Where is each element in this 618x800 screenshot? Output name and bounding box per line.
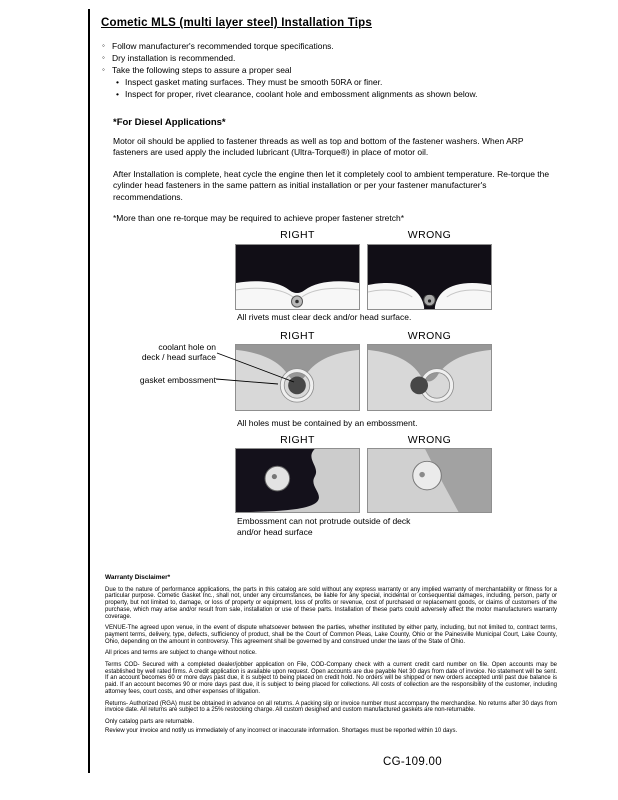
- embossment-wrong-graphic: [368, 449, 491, 512]
- page-code: CG-109.00: [383, 756, 442, 768]
- installation-tips-list: [102, 40, 562, 100]
- tip-sub-item: [102, 88, 562, 100]
- page-title: Cometic MLS (multi layer steel) Installation Tips: [101, 17, 372, 29]
- warranty-paragraph-7: Review your invoice and notify us immediately of any incorrect or inaccurate information. Shortages must be reported within 10 days.: [105, 727, 458, 734]
- diagram-hole-right: [235, 344, 360, 411]
- embossment-right-graphic: [236, 449, 359, 512]
- right-label-row1: RIGHT: [280, 229, 315, 241]
- tip-text: Inspect for proper, rivet clearance, coolant hole and embossment alignments as shown below.: [125, 89, 478, 99]
- rivet-right-graphic: [236, 245, 359, 309]
- left-margin-rule: [88, 9, 90, 773]
- tip-text: Follow manufacturer's recommended torque specifications.: [112, 41, 334, 51]
- warranty-paragraph-3: All prices and terms are subject to change without notice.: [105, 650, 257, 657]
- wrong-label-row2: WRONG: [407, 330, 452, 342]
- callout-coolant-hole: [126, 342, 216, 362]
- tip-item: [102, 40, 562, 52]
- diagram-hole-wrong: [367, 344, 492, 411]
- warranty-paragraph-4: Terms COD- Secured with a completed dealer/jobber application on File, COD-Company check with a current credit card number on file. Open accounts may be established by well rated firms. A credit application is available upon request. Open accounts are due payable Net 30 days from date of invoice. No statement will be sent. If an account becomes 60 or more days past due, it is subject to being placed on credit hold. No orders will be shipped or new orders accepted until past due balance is paid. If an account becomes 90 or more days past due, it is subject to being placed for collections. All costs of collection are the responsibility of the customer, including attorney fees, court costs, and other expenses of litigation.: [105, 662, 557, 695]
- diagram-rivet-wrong: [367, 244, 492, 310]
- callout-text-line: coolant hole on: [158, 342, 216, 352]
- warranty-paragraph-2: VENUE-The agreed upon venue, in the event of dispute whatsoever between the parties, whether instituted by either party, including, but not limited to, contract terms, payment terms, delivery, type, defects, sufficiency of product, shall be the Court of Common Pleas, Lake County, Ohio or the Painesville Municipal Court, Lake County, Ohio, depending on the amount in controversy. This agreement shall be governed by and construed under the laws of the State of Ohio.: [105, 625, 557, 645]
- diesel-paragraph-2: After Installation is complete, heat cycle the engine then let it completely cool to ambient temperature. Re-torque the cylinder head fasteners in the same pattern as initial installation or per your fastener manufacturer's recommendations.: [113, 168, 550, 202]
- tip-item: [102, 52, 562, 64]
- open-bullet-icon: ◦: [102, 65, 105, 74]
- filled-bullet-icon: •: [116, 89, 119, 99]
- open-bullet-icon: ◦: [102, 41, 105, 50]
- tip-text: Take the following steps to assure a proper seal: [112, 65, 292, 75]
- diesel-paragraph-1: Motor oil should be applied to fastener threads as well as top and bottom of the fastener washers. When ARP fasteners are used apply the included lubricant (Ultra-Torque®) in place of motor oil.: [113, 135, 524, 157]
- right-label-row2: RIGHT: [280, 330, 315, 342]
- warranty-disclaimer-section: [105, 575, 557, 736]
- warranty-paragraph-6: Only catalog parts are returnable.: [105, 718, 195, 725]
- wrong-label-row3: WRONG: [407, 434, 452, 446]
- tip-sub-item: [102, 76, 562, 88]
- callout-gasket-embossment: gasket embossment: [139, 375, 216, 385]
- diagram-rivet-right: [235, 244, 360, 310]
- caption-rivets: All rivets must clear deck and/or head surface.: [237, 312, 412, 322]
- diagram-embossment-right: [235, 448, 360, 513]
- diagram-embossment-wrong: [367, 448, 492, 513]
- warranty-paragraph-1: Due to the nature of performance applications, the parts in this catalog are sold without any express warranty or any implied warranty of merchantability or fitness for a particular purpose. Cometic Gasket Inc., shall not, under any circumstances, be liable for any special, incidental or consequential damages, including, person, party or property, but not limited to, damage, or loss of property or equipment, loss of profits or revenue, cost of purchased or replacement goods, or claims of customers of the purchase, which may arise and/or result from sale, installation or use of these parts. Installation of these parts could adversely affect the motor manufacturers warranty coverage.: [105, 586, 557, 620]
- diesel-applications-section: [113, 117, 558, 235]
- hole-right-graphic: [236, 345, 359, 410]
- warranty-paragraph-5: Returns- Authorized (RGA) must be obtained in advance on all returns. A packing slip or invoice number must accompany the merchandise. No returns after 30 days from invoice date. All returns are subject to a 25% restocking charge. All custom designed and custom manufactured gaskets are non-returnable.: [105, 700, 557, 714]
- hole-wrong-graphic: [368, 345, 491, 410]
- wrong-label-row1: WRONG: [407, 229, 452, 241]
- tip-text: Dry installation is recommended.: [112, 53, 236, 63]
- right-label-row3: RIGHT: [280, 434, 315, 446]
- open-bullet-icon: ◦: [102, 53, 105, 62]
- tip-item: [102, 64, 562, 76]
- caption-holes: All holes must be contained by an embossment.: [237, 418, 418, 428]
- warranty-heading: Warranty Disclaimer*: [105, 574, 171, 581]
- callout-text-line: deck / head surface: [141, 352, 216, 362]
- filled-bullet-icon: •: [116, 77, 119, 87]
- rivet-wrong-graphic: [368, 245, 491, 309]
- tip-text: Inspect gasket mating surfaces. They must be smooth 50RA or finer.: [125, 77, 383, 87]
- retorque-note: *More than one re-torque may be required to achieve proper fastener stretch*: [113, 213, 405, 223]
- caption-embossment: Embossment can not protrude outside of deck and/or head surface: [237, 516, 411, 537]
- diesel-heading: *For Diesel Applications*: [113, 117, 226, 128]
